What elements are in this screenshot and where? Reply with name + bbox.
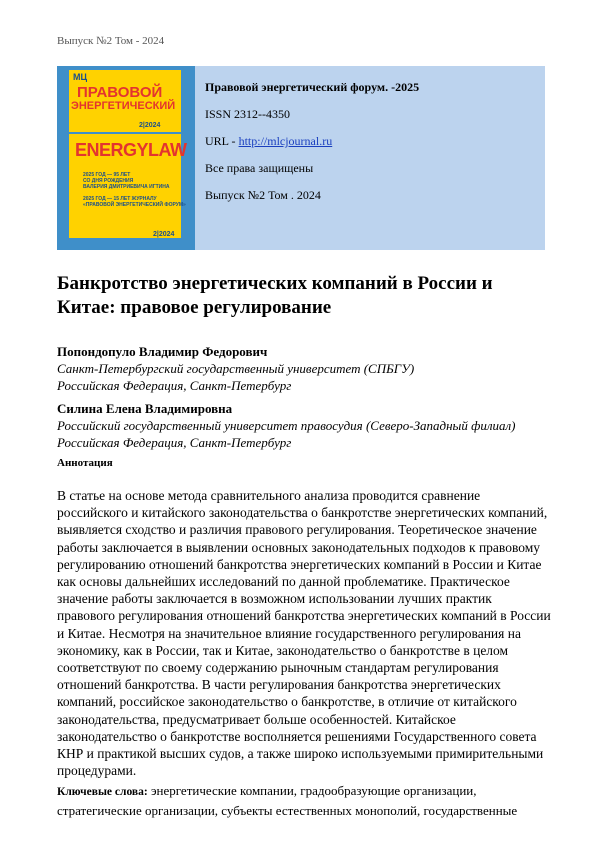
cover-issue-bottom: 2|2024 [153,231,175,238]
authors-block [57,343,557,451]
url-label: URL - [205,134,239,148]
keywords [57,782,557,819]
author-block [57,343,557,394]
journal-header [57,66,545,250]
cover-logo: МЦ [73,72,88,82]
article-title: Банкротство энергетических компаний в России и Китае: правовое регулирование [57,273,493,318]
author-location: Российская Федерация, Санкт-Петербург [57,435,292,450]
author-name: Попондопуло Владимир Федорович [57,344,268,359]
url-line [205,134,545,148]
journal-url-link[interactable]: http://mlcjournal.ru [238,134,333,148]
issn: ISSN 2312--4350 [205,107,291,121]
cover-title-line1: ПРАВОВОЙ [77,84,163,101]
cover-title-line2: ЭНЕРГЕТИЧЕСКИЙ [71,100,176,112]
author-name: Силина Елена Владимировна [57,401,233,416]
rights: Все права защищены [205,161,314,175]
cover-small-line: 2025 ГОД — 95 ЛЕТ [83,172,131,178]
cover-title-en: ENERGYLAW [75,140,187,160]
author-location: Российская Федерация, Санкт-Петербург [57,378,292,393]
abstract-text: В статье на основе метода сравнительного анализа проводится сравнение российского и китайского законодательства о банкротстве энергетических компаний, выявляется сходство и различия правового регулирования. Теоретическое значение работы заключается в выявлении основных законодательных подходов к правовому регулированию отношений банкротства энергетических компаний в России и Китае как основы дальнейших исследований по данной проблематике. Практическое значение работы заключается в возможном использовании лучших практик правового регулирования отношений банкротства энергетических компаний в России и Китае. Несмотря на значительное влияние государственного регулирования на экономику, как в России, так и Китае, законодательство о банкротстве в целом соответствуют по своему содержанию рыночным стандартам регулирования отношений банкротства. В части регулирования банкротства энергетических компаний, российское законодательство о банкротстве, в отличие от китайского законодательства, предусматривает больше особенностей. Китайское законодательство о банкротстве восполняется решениями Государственного совета КНР и практикой высших судов, а также широко используемыми примирительными процедурами. [57,488,551,779]
cover-issue-top: 2|2024 [139,122,161,129]
cover-small-line: СО ДНЯ РОЖДЕНИЯ [83,178,134,184]
author-affiliation: Санкт-Петербургский государственный университет (СПБГУ) [57,361,415,376]
author-affiliation: Российский государственный университет правосудия (Северо-Западный филиал) [57,418,516,433]
cover-small-line: ВАЛЕРИЯ ДМИТРИЕВИЧА ИГТИНА [83,184,170,190]
author-block [57,400,557,451]
journal-name: Правовой энергетический форум. -2025 [205,80,420,94]
keywords-label: Ключевые слова: [57,786,148,798]
journal-cover-image [57,66,195,250]
issue-info: Выпуск №2 Том . 2024 [205,188,321,202]
running-head: Выпуск №2 Том - 2024 [57,35,165,47]
cover-small-line: 2025 ГОД — 15 ЛЕТ ЖУРНАЛУ [83,196,157,202]
abstract-heading: Аннотация [57,457,113,469]
keywords-text: энергетические компании, градообразующие организации, стратегические организации, субъекты естественных монополий, государственные [57,783,518,818]
journal-info-box [195,66,545,250]
cover-small-line: «ПРАВОВОЙ ЭНЕРГЕТИЧЕСКИЙ ФОРУМ» [83,202,186,208]
